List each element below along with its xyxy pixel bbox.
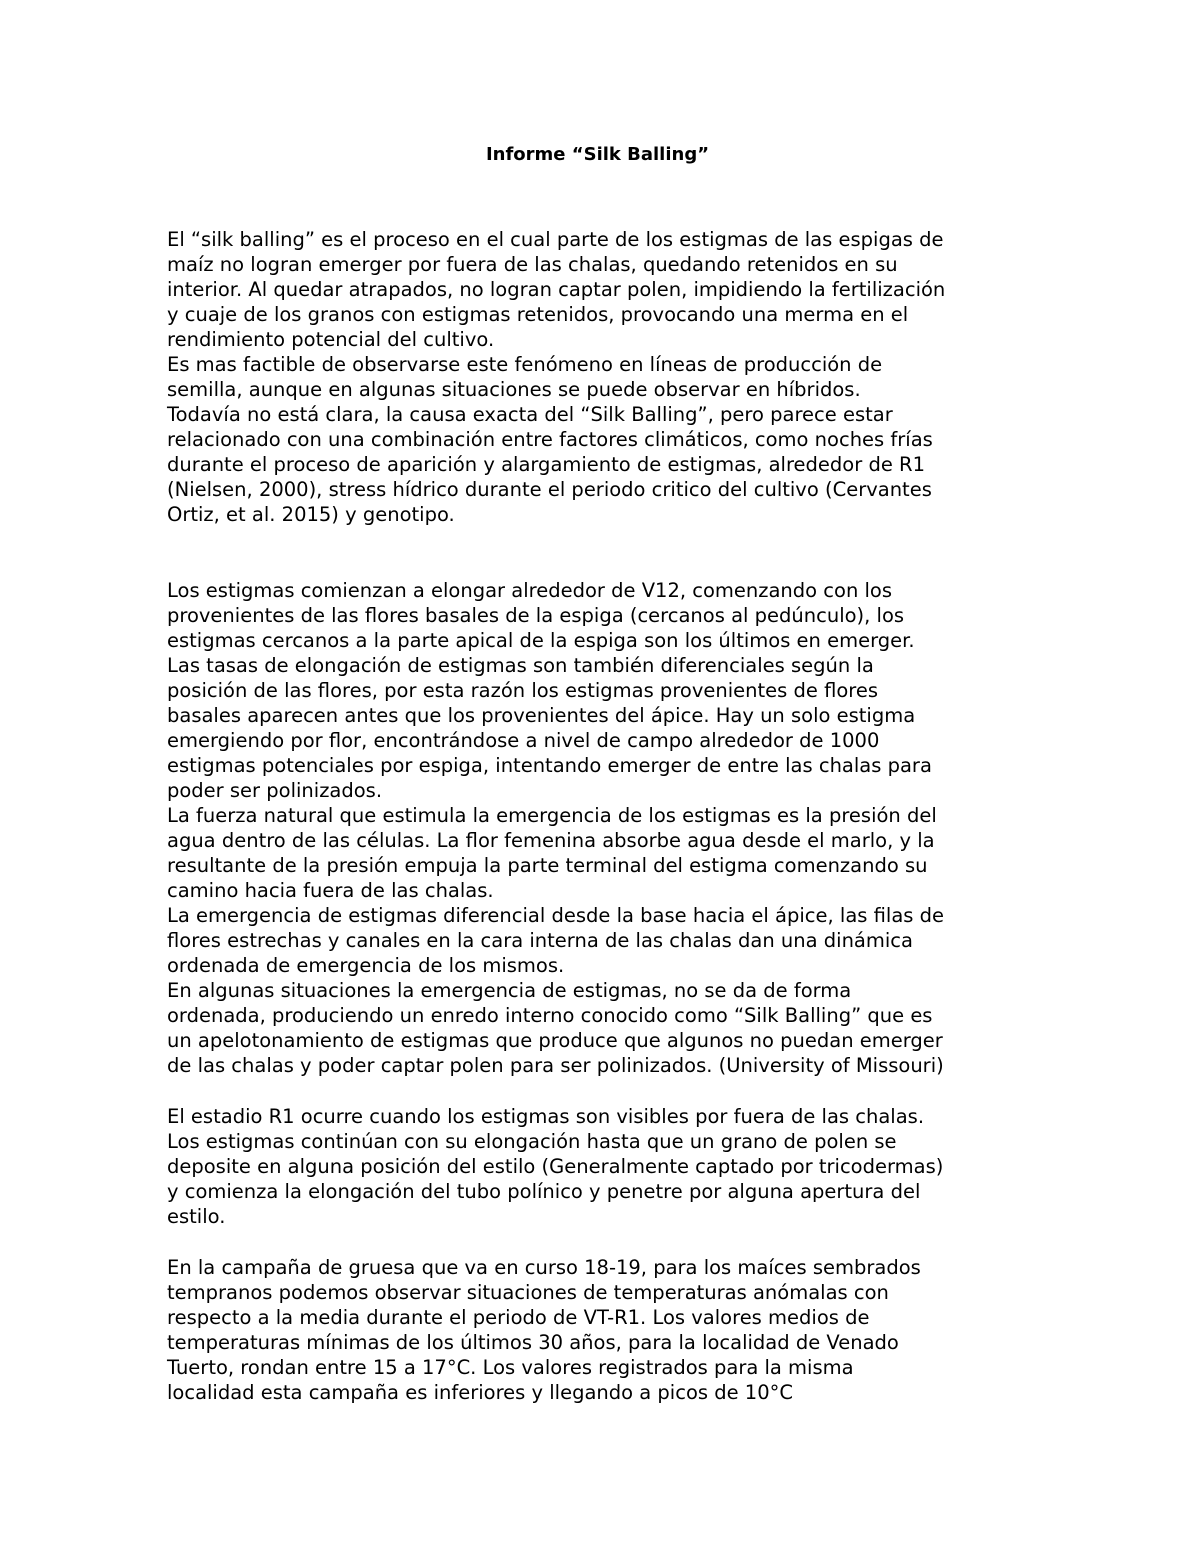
body-line: (Nielsen, 2000), stress hídrico durante el periodo critico del cultivo (Cervantes xyxy=(167,478,932,501)
body-line: emergiendo por flor, encontrándose a nivel de campo alrededor de 1000 xyxy=(167,729,880,752)
body-line: rendimiento potencial del cultivo. xyxy=(167,328,495,351)
body-line: ordenada de emergencia de los mismos. xyxy=(167,954,565,977)
body-line: relacionado con una combinación entre factores climáticos, como noches frías xyxy=(167,428,933,451)
body-line: Los estigmas continúan con su elongación hasta que un grano de polen se xyxy=(167,1130,897,1153)
body-line: basales aparecen antes que los provenientes del ápice. Hay un solo estigma xyxy=(167,704,916,727)
body-line: El estadio R1 ocurre cuando los estigmas son visibles por fuera de las chalas. xyxy=(167,1105,925,1128)
body-line: Es mas factible de observarse este fenómeno en líneas de producción de xyxy=(167,353,883,376)
body-line: Todavía no está clara, la causa exacta del “Silk Balling”, pero parece estar xyxy=(167,403,893,426)
body-line: Los estigmas comienzan a elongar alrededor de V12, comenzando con los xyxy=(167,579,893,602)
body-line: poder ser polinizados. xyxy=(167,779,383,802)
body-line: provenientes de las flores basales de la espiga (cercanos al pedúnculo), los xyxy=(167,604,905,627)
body-line: resultante de la presión empuja la parte terminal del estigma comenzando su xyxy=(167,854,928,877)
body-line: camino hacia fuera de las chalas. xyxy=(167,879,494,902)
body-line: flores estrechas y canales en la cara interna de las chalas dan una dinámica xyxy=(167,929,913,952)
body-line: maíz no logran emerger por fuera de las chalas, quedando retenidos en su xyxy=(167,253,898,276)
body-line: respecto a la media durante el periodo de VT-R1. Los valores medios de xyxy=(167,1306,870,1329)
body-line: interior. Al quedar atrapados, no logran captar polen, impidiendo la fertilización xyxy=(167,278,946,301)
body-line: Ortiz, et al. 2015) y genotipo. xyxy=(167,503,455,526)
body-line: un apelotonamiento de estigmas que produce que algunos no puedan emerger xyxy=(167,1029,943,1052)
body-line: semilla, aunque en algunas situaciones se puede observar en híbridos. xyxy=(167,378,861,401)
body-line: posición de las flores, por esta razón los estigmas provenientes de flores xyxy=(167,679,879,702)
body-line: tempranos podemos observar situaciones de temperaturas anómalas con xyxy=(167,1281,889,1304)
body-line: y comienza la elongación del tubo polínico y penetre por alguna apertura del xyxy=(167,1180,921,1203)
body-line: Las tasas de elongación de estigmas son también diferenciales según la xyxy=(167,654,874,677)
body-line: temperaturas mínimas de los últimos 30 años, para la localidad de Venado xyxy=(167,1331,899,1354)
body-line: estigmas cercanos a la parte apical de la espiga son los últimos en emerger. xyxy=(167,629,915,652)
body-line: de las chalas y poder captar polen para ser polinizados. (University of Missouri) xyxy=(167,1054,944,1077)
body-line: En la campaña de gruesa que va en curso 18-19, para los maíces sembrados xyxy=(167,1256,921,1279)
body-line: y cuaje de los granos con estigmas retenidos, provocando una merma en el xyxy=(167,303,909,326)
body-line: localidad esta campaña es inferiores y llegando a picos de 10°C xyxy=(167,1381,793,1404)
document-title: Informe “Silk Balling” xyxy=(485,144,710,165)
body-line: estilo. xyxy=(167,1205,226,1228)
body-line: La emergencia de estigmas diferencial desde la base hacia el ápice, las filas de xyxy=(167,904,945,927)
body-line: estigmas potenciales por espiga, intentando emerger de entre las chalas para xyxy=(167,754,932,777)
body-line: En algunas situaciones la emergencia de estigmas, no se da de forma xyxy=(167,979,852,1002)
body-line: La fuerza natural que estimula la emergencia de los estigmas es la presión del xyxy=(167,804,937,827)
body-line: El “silk balling” es el proceso en el cual parte de los estigmas de las espigas de xyxy=(167,228,944,251)
body-line: durante el proceso de aparición y alargamiento de estigmas, alrededor de R1 xyxy=(167,453,925,476)
body-line: deposite en alguna posición del estilo (Generalmente captado por tricodermas) xyxy=(167,1155,944,1178)
body-line: ordenada, produciendo un enredo interno conocido como “Silk Balling” que es xyxy=(167,1004,933,1027)
body-line: agua dentro de las células. La flor femenina absorbe agua desde el marlo, y la xyxy=(167,829,935,852)
body-line: Tuerto, rondan entre 15 a 17°C. Los valores registrados para la misma xyxy=(167,1356,854,1379)
